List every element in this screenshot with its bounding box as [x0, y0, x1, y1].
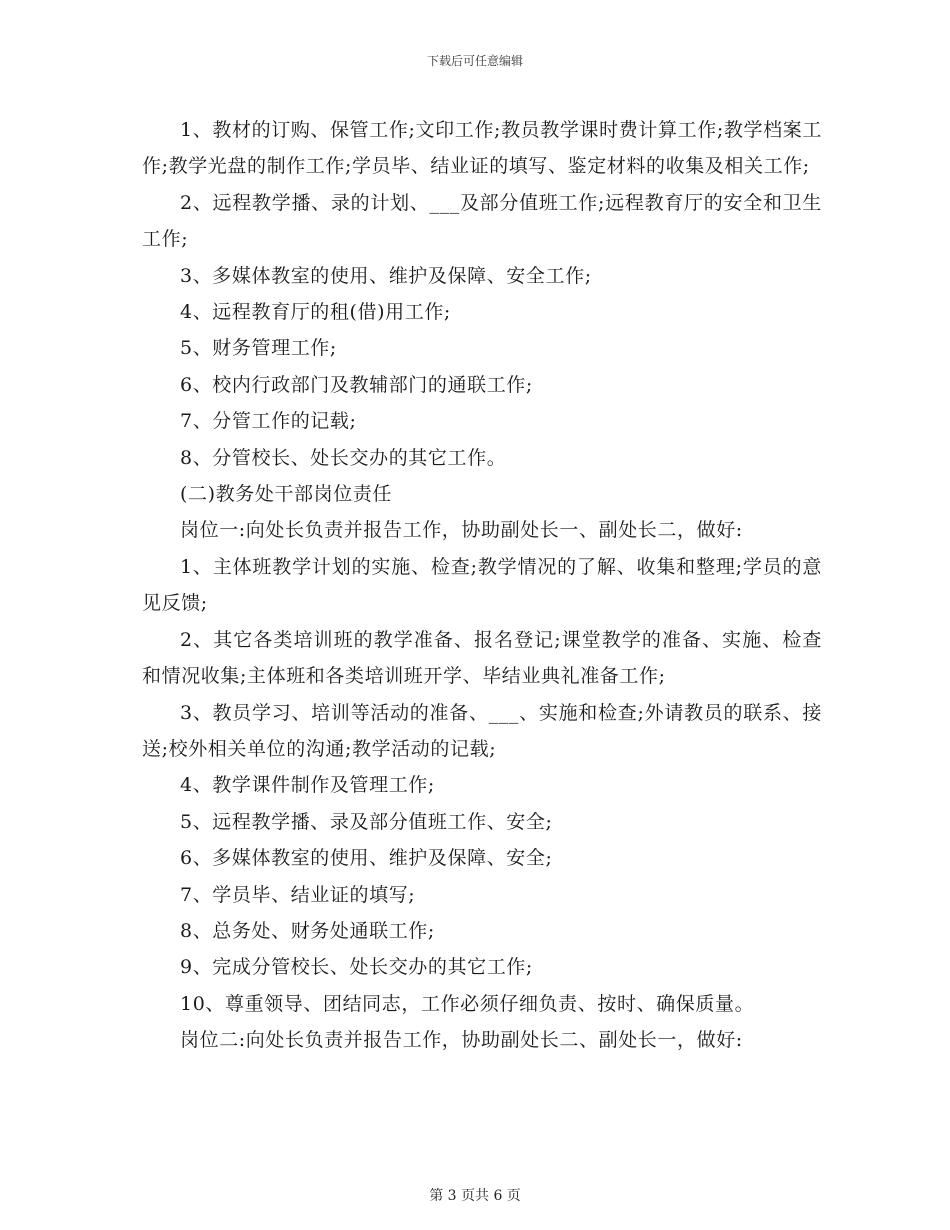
paragraph-item-13: 3、教员学习、培训等活动的准备、___、实施和检查;外请教员的联系、接送;校外相关单位的沟通;教学活动的记载;: [142, 701, 822, 760]
paragraph-item-7: 7、分管工作的记载;: [180, 410, 357, 433]
paragraph-item-18: 8、总务处、财务处通联工作;: [180, 919, 435, 942]
paragraph-item-1: 1、教材的订购、保管工作;文印工作;教员教学课时费计算工作;教学档案工作;教学光盘的制作工作;学员毕、结业证的填写、鉴定材料的收集及相关工作;: [142, 119, 822, 178]
paragraph-item-5: 5、财务管理工作;: [180, 337, 337, 360]
document-body: [142, 112, 822, 1059]
paragraph-item-2: 2、远程教学播、录的计划、___及部分值班工作;远程教育厅的安全和卫生工作;: [142, 191, 822, 251]
paragraph-item-3: 3、多媒体教室的使用、维护及保障、安全工作;: [180, 264, 592, 287]
page-header-note: 下载后可任意编辑: [426, 54, 523, 68]
paragraph-item-17: 7、学员毕、结业证的填写;: [180, 883, 416, 906]
paragraph-item-20: 10、尊重领导、团结同志，工作必须仔细负责、按时、确保质量。: [180, 992, 755, 1015]
paragraph-item-8: 8、分管校长、处长交办的其它工作。: [180, 446, 507, 469]
paragraph-item-12: 2、其它各类培训班的教学准备、报名登记;课堂教学的准备、实施、检查和情况收集;主体班和各类培训班开学、毕结业典礼准备工作;: [142, 628, 822, 688]
paragraph-item-11: 1、主体班教学计划的实施、检查;教学情况的了解、收集和整理;学员的意见反馈;: [142, 555, 822, 615]
paragraph-item-6: 6、校内行政部门及教辅部门的通联工作;: [180, 373, 533, 396]
position-one-intro: 岗位一:向处长负责并报告工作，协助副处长一、副处长二，做好:: [180, 519, 743, 542]
paragraph-item-14: 4、教学课件制作及管理工作;: [180, 774, 435, 797]
page-number: 第 3 页共 6 页: [429, 1188, 521, 1204]
paragraph-item-15: 5、远程教学播、录及部分值班工作、安全;: [180, 810, 553, 833]
paragraph-item-19: 9、完成分管校长、处长交办的其它工作;: [180, 956, 533, 979]
paragraph-item-4: 4、远程教育厅的租(借)用工作;: [180, 301, 451, 324]
position-two-intro: 岗位二:向处长负责并报告工作，协助副处长二、副处长一，做好:: [180, 1029, 743, 1052]
paragraph-item-16: 6、多媒体教室的使用、维护及保障、安全;: [180, 847, 553, 870]
section-heading: (二)教务处干部岗位责任: [180, 483, 393, 506]
